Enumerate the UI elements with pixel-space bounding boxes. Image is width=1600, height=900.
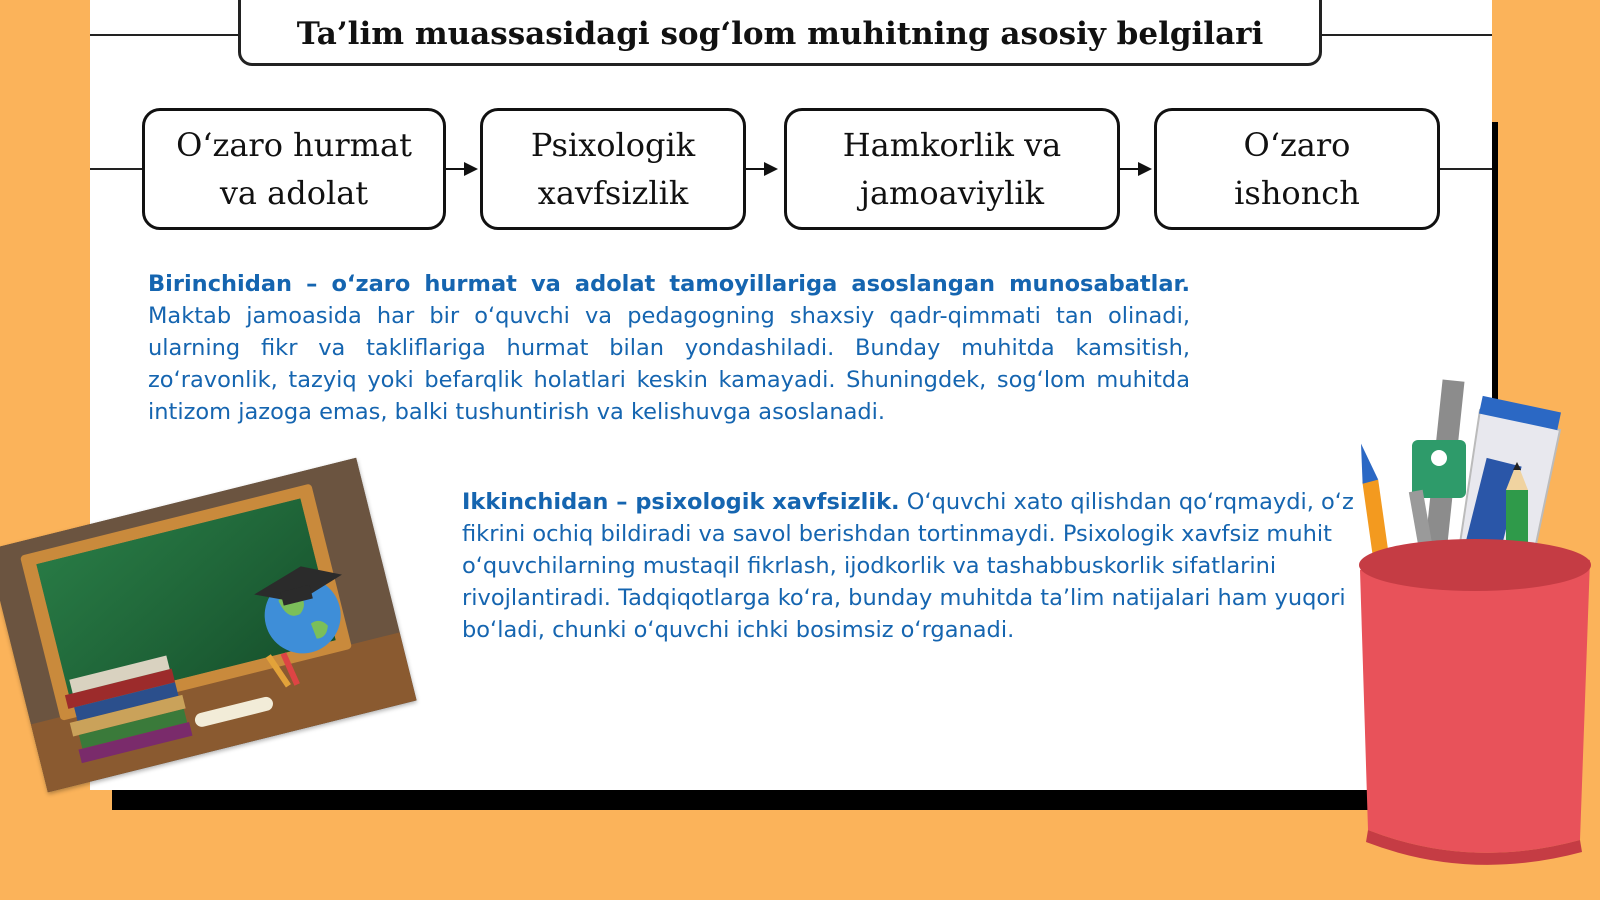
flow-line-left (90, 168, 144, 170)
flow-box-mutual-respect (142, 108, 446, 230)
flow-box-line: ishonch (1234, 174, 1360, 212)
section-1-paragraph (148, 268, 1190, 428)
arrow-right-icon (746, 160, 778, 178)
arrow-right-icon (446, 160, 478, 178)
title-line-left (90, 34, 238, 36)
pencil-cup-decoration (1350, 370, 1600, 880)
section-2-paragraph (462, 486, 1362, 646)
section-2-heading: Ikkinchidan – psixologik xavfsizlik. (462, 489, 900, 515)
pencil-cup-icon (1350, 370, 1600, 880)
flow-box-line: O‘zaro (1243, 126, 1351, 164)
title-box (238, 0, 1322, 66)
page-title: Ta’lim muassasidagi sog‘lom muhitning asosiy belgilari (296, 16, 1264, 52)
flow-box-psychological-safety (480, 108, 746, 230)
title-line-right (1322, 34, 1492, 36)
flow-box-line: Hamkorlik va (842, 126, 1062, 164)
flow-box-cooperation (784, 108, 1120, 230)
section-1-body: Maktab jamoasida har bir o‘quvchi va pedagogning shaxsiy qadr-qimmati tan olinadi, ularning fikr va takliflariga hurmat bilan yondashiladi. Bunday muhitda kamsitish, zo‘ravonlik, tazyiq yoki befarqlik holatlari keskin kamayadi. Shuningdek, sog‘lom muhitda intizom jazoga emas, balki tushuntirish va kelishuvga asoslanadi. (148, 303, 1190, 425)
flow-box-line: jamoaviylik (860, 174, 1044, 212)
flow-box-line: Psixologik (530, 126, 696, 164)
flow-box-mutual-trust (1154, 108, 1440, 230)
section-2-body: O‘quvchi xato qilishdan qo‘rqmaydi, o‘z fikrini ochiq bildiradi va savol berishdan tortinmaydi. Psixologik xavfsiz muhit o‘quvchilarning mustaqil fikrlash, ijodkorlik va tashabbuskorlik sifatlarini rivojlantiradi. Tadqiqotlarga ko‘ra, bunday muhitda ta’lim natijalari ham yuqori bo‘ladi, chunki o‘quvchi ichki bosimsiz o‘rganadi. (462, 489, 1354, 643)
flow-box-line: va adolat (219, 174, 369, 212)
section-1-heading: Birinchidan – o‘zaro hurmat va adolat tamoyillariga asoslangan munosabatlar. (148, 271, 1190, 297)
flow-line-right (1440, 168, 1492, 170)
arrow-right-icon (1120, 160, 1152, 178)
flow-box-line: xavfsizlik (537, 174, 689, 212)
flow-box-line: O‘zaro hurmat (176, 126, 412, 164)
